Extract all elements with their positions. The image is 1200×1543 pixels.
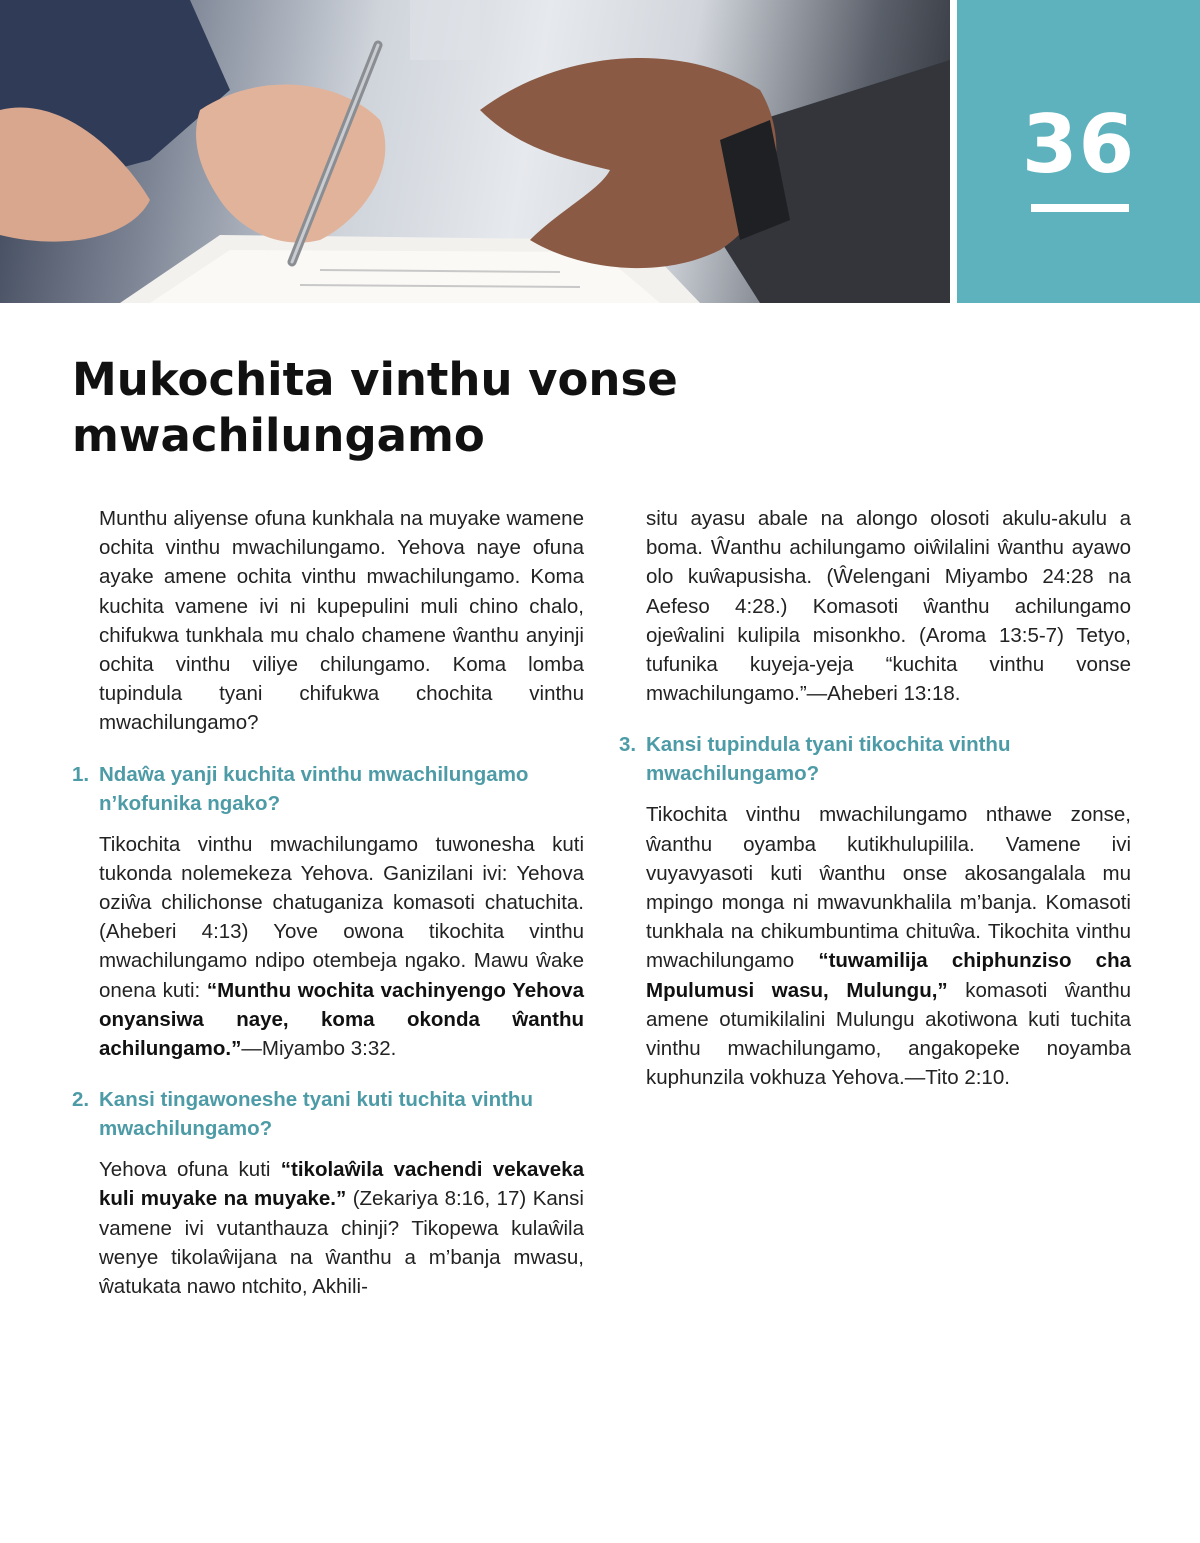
- header-photo: [0, 0, 950, 303]
- section-1-citation: —Miyambo 3:32.: [241, 1037, 397, 1061]
- section-2-question: Kansi tingawoneshe tyani kuti tuchita vinthu mwachilungamo?: [99, 1088, 533, 1141]
- section-1-body: [99, 830, 584, 1064]
- section-3-number: 3.: [619, 733, 637, 757]
- section-2-number: 2.: [72, 1088, 90, 1112]
- section-2-body-continued: situ ayasu abale na alongo olosoti akulu-akulu a boma. Ŵanthu achilungamo oiŵilalini ŵanthu ayawo olo kuŵapusisha. (Ŵelengani Miyambo 24:28 na Aefeso 4:28.) Komasoti ŵanthu achilungamo ojeŵalini kulipila misonkho. (Aroma 13:5-7) Tetyo, tufunika kuyeja-yeja “kuchita vinthu vonse mwachilungamo.”—Aheberi 13:18.: [646, 507, 1131, 706]
- section-3-quote: “tuwamilija chiphunziso cha Mpulumusi wasu, Mulungu,”: [646, 949, 1131, 1002]
- intro-paragraph: Munthu aliyense ofuna kunkhala na muyake wamene ochita vinthu mwachilungamo. Yehova naye ofuna ayake amene ochita vinthu mwachilungamo. Koma kuchita vamene ivi ni kupepulini muli chino chalo, chifukwa tunkhala mu chalo chamene ŵanthu anyinji ochita vinthu viliye chilungamo. Koma lomba tupindula tyani chifukwa chochita vinthu mwachilungamo?: [99, 507, 584, 735]
- section-2-quote: “tikolaŵila vachendi vekaveka kuli muyake na muyake.”: [99, 1158, 585, 1211]
- badge-underline: [1031, 204, 1129, 212]
- section-3-body: [646, 800, 1131, 1092]
- section-1-quote: “Munthu wochita vachinyengo Yehova onyansiwa naye, koma okonda ŵanthu achilungamo.”: [99, 978, 584, 1061]
- section-1-question: Ndaŵa yanji kuchita vinthu mwachilungamo n’kofunika ngako?: [99, 762, 529, 815]
- section-2-body: [99, 1155, 584, 1301]
- section-1-text: Tikochita vinthu mwachilungamo tuwonesha kuti tukonda nolemekeza Yehova. Ganizilani ivi: Yehova oziŵa chilichonse chatuganiza komasoti chatuchita. (Aheberi 4:13) Yove owona tikochita vinthu mwachilungamo ndipo otembeja ngako. Mawu ŵake onena kuti:: [99, 832, 584, 1002]
- lesson-badge: [957, 0, 1200, 303]
- column-right: [619, 504, 1131, 1110]
- section-3-citation: komasoti ŵanthu amene otumikilalini Mulungu akotiwona kuti tuchita vinthu mwachilungamo, angakopeke noyamba kuphunzila vokhuza Yehova.—Tito 2:10.: [646, 978, 1131, 1090]
- section-3-text: Tikochita vinthu mwachilungamo nthawe zonse, ŵanthu oyamba kutikhulupilila. Vamene ivi vuyavyasoti kuti ŵanthu onse akosangalala mu mpingo monga ni mwavunkhalila m’banja. Komasoti tunkhala na chikumbuntima chituŵa. Tikochita vinthu mwachilungamo: [646, 803, 1131, 973]
- handshake-contract-photo-icon: [0, 0, 950, 303]
- section-2-heading: [72, 1085, 584, 1143]
- section-1-heading: [72, 760, 584, 818]
- section-3-heading: [619, 730, 1131, 788]
- page-title: Mukochita vinthu vonse mwachilungamo: [72, 353, 678, 462]
- section-2-text: Yehova ofuna kuti: [99, 1158, 281, 1182]
- column-left: [72, 504, 585, 1319]
- lesson-number: 36: [1021, 98, 1136, 191]
- section-1-number: 1.: [72, 762, 90, 786]
- section-2-continued: (Zekariya 8:16, 17) Kansi vamene ivi vutanthauza chinji? Tikopewa kulaŵila wenye tikolaŵijana na ŵanthu a m’banja mwasu, ŵatukata nawo ntchito, Akhili-: [99, 1187, 584, 1299]
- section-3-question: Kansi tupindula tyani tikochita vinthu mwachilungamo?: [646, 733, 1011, 786]
